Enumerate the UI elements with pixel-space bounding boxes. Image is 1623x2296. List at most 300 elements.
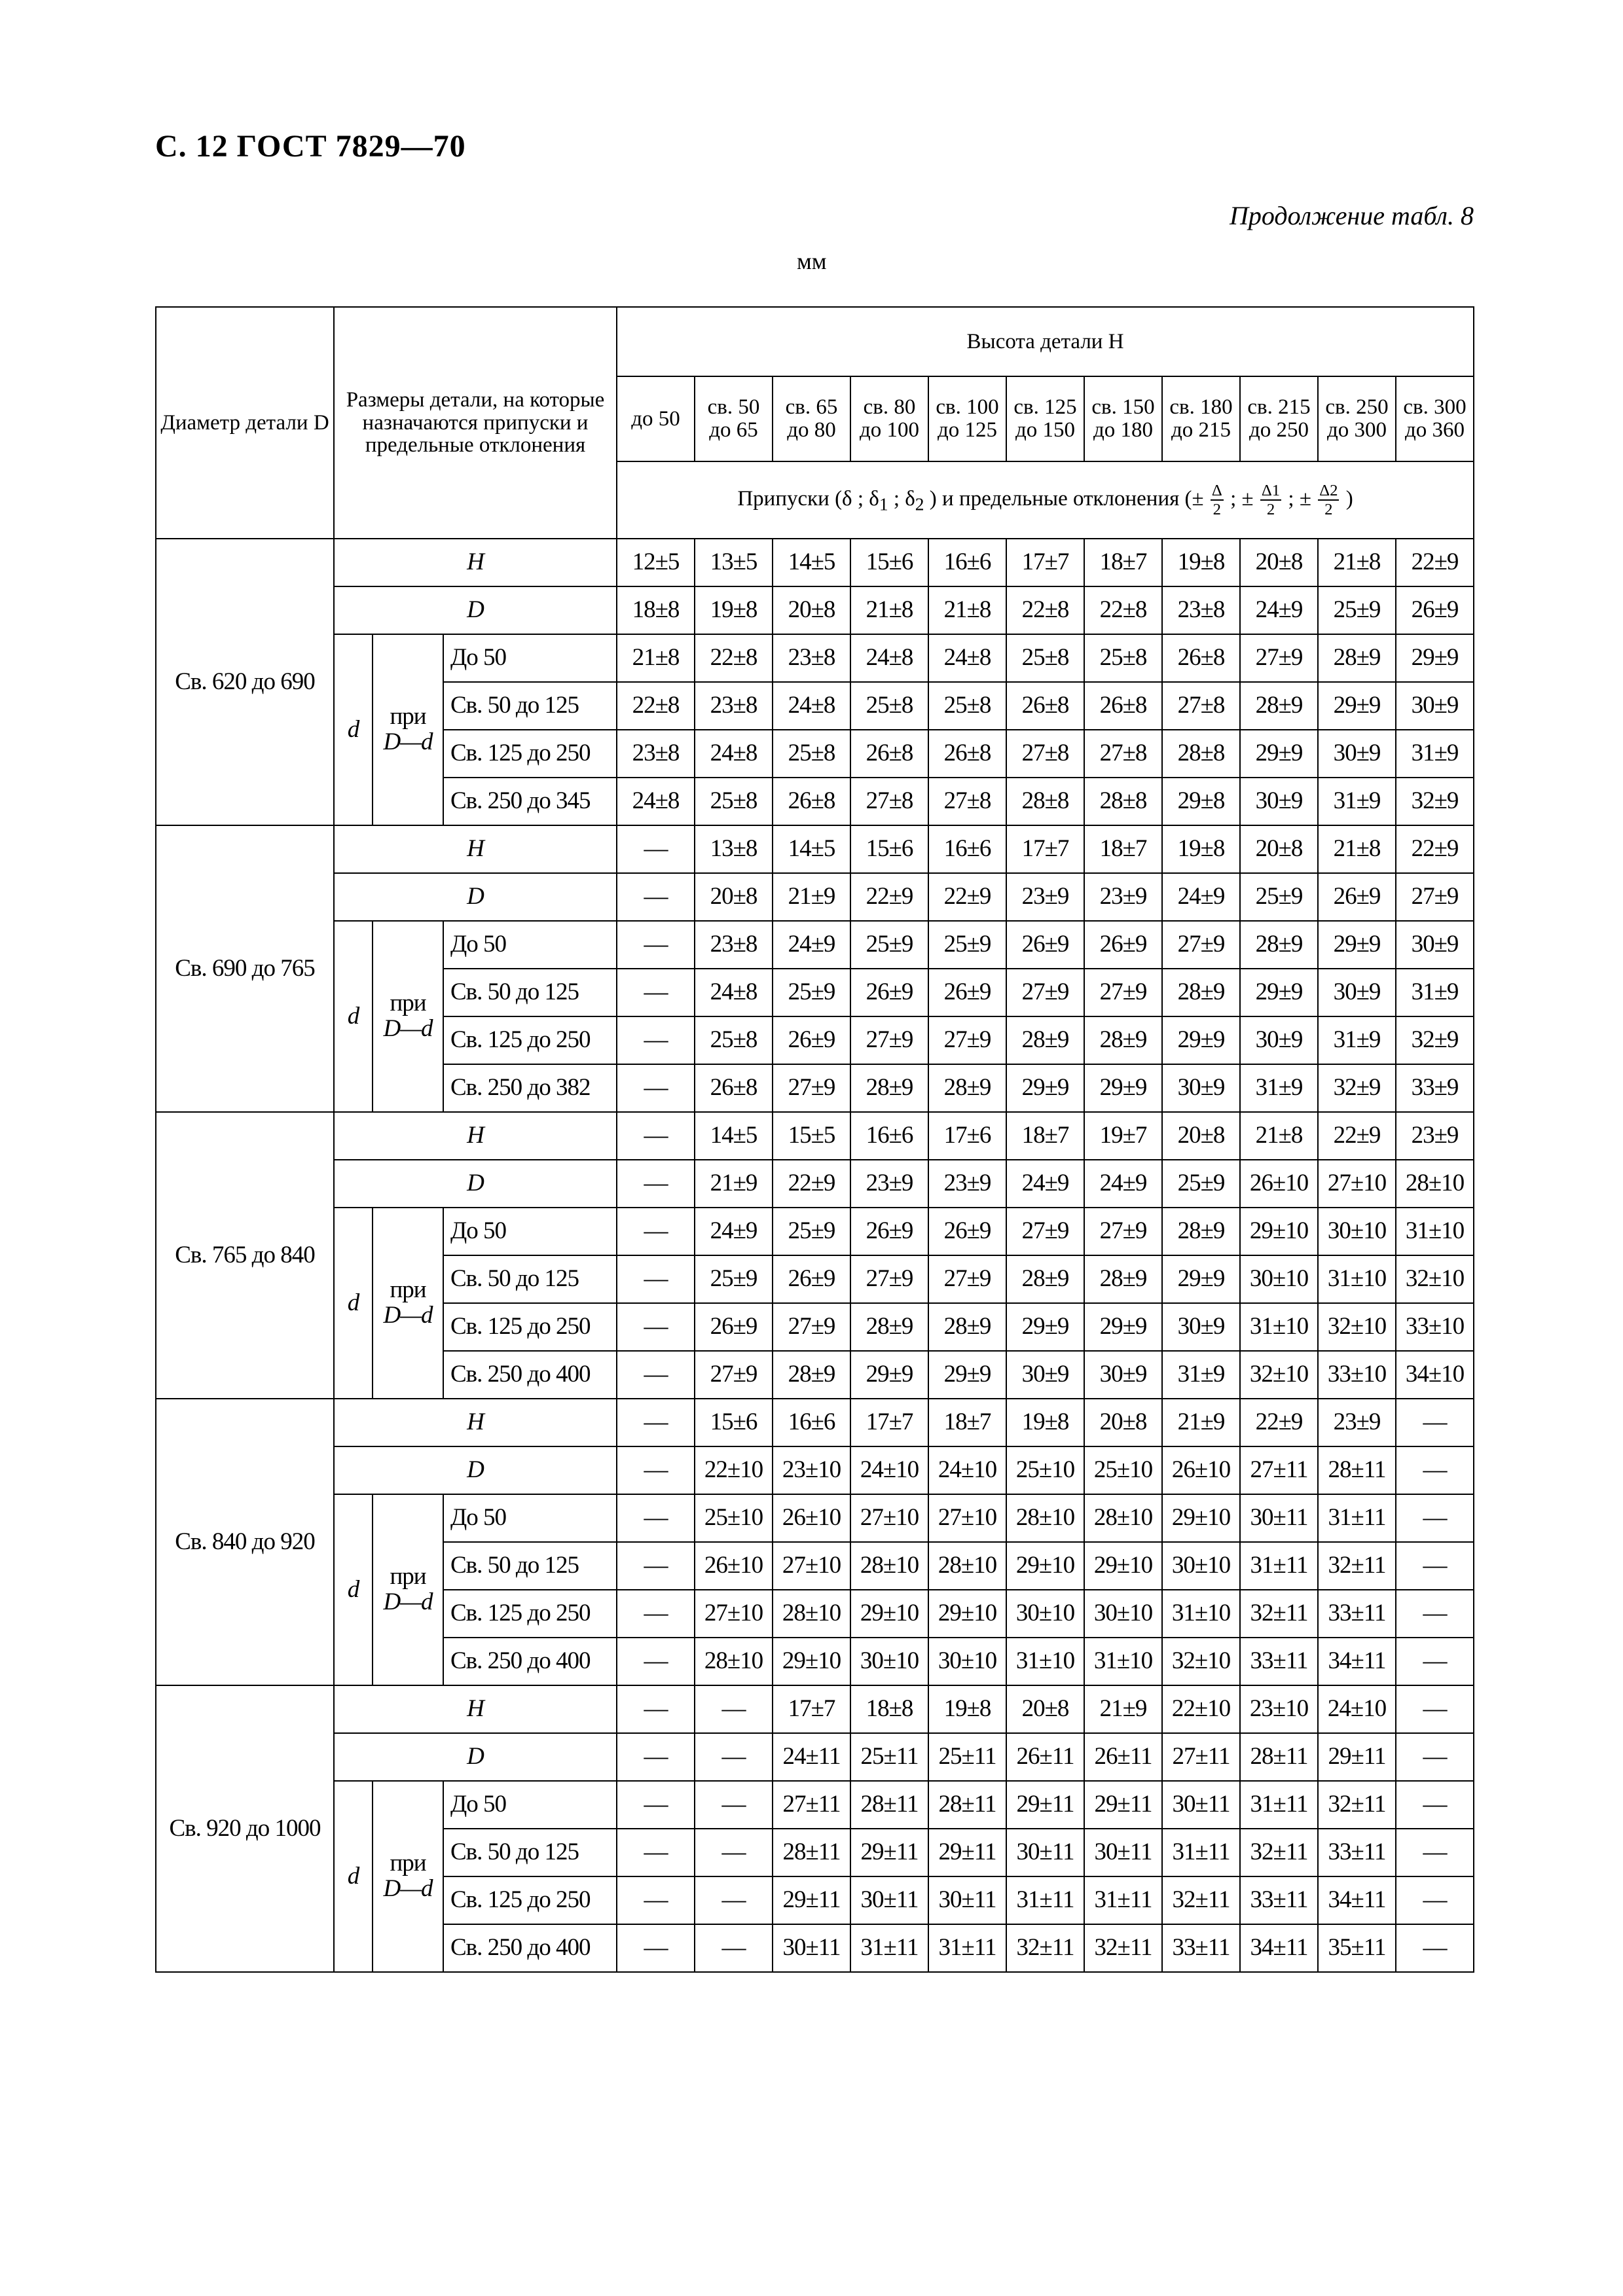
value-cell: 30±10: [850, 1638, 928, 1685]
value-cell: —: [617, 873, 695, 921]
value-cell: 26±8: [928, 730, 1006, 778]
size-label-h: H: [334, 1685, 617, 1733]
value-cell: 25±9: [1318, 586, 1396, 634]
value-cell: 14±5: [695, 1112, 773, 1160]
size-label-d: D: [334, 1733, 617, 1781]
value-cell: 22±9: [1318, 1112, 1396, 1160]
size-label-h: H: [334, 1112, 617, 1160]
label-D-minus-d: D—d: [383, 728, 433, 755]
value-cell: 28±10: [773, 1590, 850, 1638]
header-height-col: св. 250 до 300: [1318, 376, 1396, 461]
size-label-pri: [373, 921, 443, 1112]
value-cell: 25±9: [773, 1208, 850, 1255]
header-height-group: Высота детали H: [617, 307, 1474, 376]
value-cell: 23±9: [1318, 1399, 1396, 1446]
size-label-pri: [373, 1781, 443, 1972]
value-cell: 31±11: [1006, 1876, 1084, 1924]
value-cell: 33±10: [1396, 1303, 1474, 1351]
value-cell: 26±8: [1084, 682, 1162, 730]
table-row: [156, 634, 1474, 682]
size-label-d: D: [334, 1446, 617, 1494]
value-cell: 34±11: [1318, 1876, 1396, 1924]
value-cell: 18±7: [1084, 539, 1162, 586]
value-cell: 32±10: [1318, 1303, 1396, 1351]
value-cell: 19±8: [1162, 825, 1240, 873]
label-D-minus-d: D—d: [383, 1015, 433, 1042]
value-cell: 27±11: [1162, 1733, 1240, 1781]
value-cell: 22±8: [617, 682, 695, 730]
value-cell: 31±9: [1396, 969, 1474, 1016]
value-cell: 22±9: [850, 873, 928, 921]
value-cell: 30±11: [773, 1924, 850, 1972]
value-cell: 30±11: [1162, 1781, 1240, 1829]
value-cell: 27±8: [1084, 730, 1162, 778]
value-cell: —: [695, 1685, 773, 1733]
label-pri: при: [390, 1276, 426, 1304]
value-cell: 22±9: [773, 1160, 850, 1208]
value-cell: 22±9: [1396, 825, 1474, 873]
value-cell: 26±9: [850, 1208, 928, 1255]
value-cell: 34±10: [1396, 1351, 1474, 1399]
value-cell: 28±9: [1318, 634, 1396, 682]
value-cell: 29±11: [1084, 1781, 1162, 1829]
value-cell: 31±11: [1318, 1494, 1396, 1542]
value-cell: 29±10: [773, 1638, 850, 1685]
value-cell: 30±10: [928, 1638, 1006, 1685]
value-cell: 30±11: [1084, 1829, 1162, 1876]
header-height-col: св. 300 до 360: [1396, 376, 1474, 461]
value-cell: 26±8: [1006, 682, 1084, 730]
value-cell: 24±9: [695, 1208, 773, 1255]
value-cell: 25±11: [850, 1733, 928, 1781]
value-cell: 22±9: [1396, 539, 1474, 586]
value-cell: —: [1396, 1733, 1474, 1781]
header-height-col: св. 125 до 150: [1006, 376, 1084, 461]
value-cell: 26±8: [773, 778, 850, 825]
value-cell: —: [695, 1781, 773, 1829]
value-cell: 28±8: [1162, 730, 1240, 778]
value-cell: 20±8: [695, 873, 773, 921]
value-cell: 27±11: [1240, 1446, 1318, 1494]
value-cell: 32±11: [1084, 1924, 1162, 1972]
value-cell: 18±7: [1006, 1112, 1084, 1160]
label-pri: при: [390, 1563, 426, 1590]
value-cell: 31±11: [1240, 1781, 1318, 1829]
value-cell: 26±9: [1396, 586, 1474, 634]
value-cell: 29±10: [1084, 1542, 1162, 1590]
value-cell: —: [1396, 1685, 1474, 1733]
value-cell: 28±10: [1084, 1494, 1162, 1542]
value-cell: 22±9: [1240, 1399, 1318, 1446]
header-height-col: св. 65 до 80: [773, 376, 850, 461]
value-cell: 24±8: [850, 634, 928, 682]
value-cell: 28±9: [773, 1351, 850, 1399]
value-cell: 35±11: [1318, 1924, 1396, 1972]
value-cell: 25±9: [928, 921, 1006, 969]
value-cell: 27±10: [928, 1494, 1006, 1542]
value-cell: 27±8: [850, 778, 928, 825]
value-cell: 31±11: [1240, 1542, 1318, 1590]
value-cell: 26±10: [1162, 1446, 1240, 1494]
value-cell: 31±9: [1396, 730, 1474, 778]
table-row: [156, 1446, 1474, 1494]
value-cell: —: [695, 1924, 773, 1972]
value-cell: 28±9: [1084, 1255, 1162, 1303]
diameter-cell: Св. 840 до 920: [156, 1399, 334, 1685]
value-cell: 31±9: [1162, 1351, 1240, 1399]
value-cell: —: [617, 1303, 695, 1351]
value-cell: 23±10: [773, 1446, 850, 1494]
value-cell: 24±11: [773, 1733, 850, 1781]
value-cell: 26±9: [773, 1255, 850, 1303]
table-row: [156, 1685, 1474, 1733]
value-cell: 27±9: [850, 1255, 928, 1303]
value-cell: —: [617, 1924, 695, 1972]
value-cell: —: [1396, 1781, 1474, 1829]
size-label-h: H: [334, 1399, 617, 1446]
value-cell: 18±8: [850, 1685, 928, 1733]
value-cell: —: [695, 1829, 773, 1876]
value-cell: —: [617, 1016, 695, 1064]
value-cell: 30±9: [1162, 1064, 1240, 1112]
value-cell: —: [617, 1064, 695, 1112]
value-cell: 25±10: [695, 1494, 773, 1542]
value-cell: —: [617, 1685, 695, 1733]
value-cell: 24±8: [773, 682, 850, 730]
value-cell: 30±9: [1396, 682, 1474, 730]
value-cell: 32±11: [1318, 1542, 1396, 1590]
value-cell: —: [617, 1112, 695, 1160]
value-cell: 30±10: [1162, 1542, 1240, 1590]
table-continuation-note: Продолжение табл. 8: [1229, 201, 1474, 230]
value-cell: 21±8: [1318, 825, 1396, 873]
value-cell: —: [617, 969, 695, 1016]
value-cell: 20±8: [1240, 825, 1318, 873]
value-cell: 25±8: [695, 778, 773, 825]
value-cell: 29±9: [1240, 969, 1318, 1016]
diameter-cell: Св. 690 до 765: [156, 825, 334, 1112]
value-cell: 26±10: [773, 1494, 850, 1542]
value-cell: —: [617, 1876, 695, 1924]
value-cell: 26±8: [1162, 634, 1240, 682]
value-cell: 33±11: [1318, 1590, 1396, 1638]
value-cell: 33±10: [1318, 1351, 1396, 1399]
value-cell: 31±10: [1318, 1255, 1396, 1303]
value-cell: 28±9: [850, 1064, 928, 1112]
size-label-d: D: [334, 586, 617, 634]
value-cell: 22±9: [928, 873, 1006, 921]
value-cell: 24±9: [773, 921, 850, 969]
value-cell: 24±10: [850, 1446, 928, 1494]
value-cell: 27±9: [773, 1064, 850, 1112]
value-cell: 25±10: [1084, 1446, 1162, 1494]
value-cell: 27±10: [695, 1590, 773, 1638]
value-cell: 26±9: [1084, 921, 1162, 969]
range-cell: Св. 250 до 382: [443, 1064, 617, 1112]
value-cell: 33±11: [1240, 1876, 1318, 1924]
value-cell: 30±11: [928, 1876, 1006, 1924]
range-cell: Св. 50 до 125: [443, 1542, 617, 1590]
value-cell: 18±7: [928, 1399, 1006, 1446]
value-cell: 16±6: [928, 539, 1006, 586]
value-cell: 25±10: [1006, 1446, 1084, 1494]
value-cell: 33±11: [1318, 1829, 1396, 1876]
value-cell: 29±9: [1084, 1303, 1162, 1351]
value-cell: —: [617, 921, 695, 969]
range-cell: Св. 50 до 125: [443, 969, 617, 1016]
value-cell: —: [617, 1160, 695, 1208]
value-cell: 24±9: [1006, 1160, 1084, 1208]
value-cell: —: [617, 1208, 695, 1255]
value-cell: —: [1396, 1399, 1474, 1446]
value-cell: 20±8: [1084, 1399, 1162, 1446]
value-cell: 29±10: [1240, 1208, 1318, 1255]
value-cell: 13±8: [695, 825, 773, 873]
value-cell: 18±7: [1084, 825, 1162, 873]
table-row: [156, 539, 1474, 586]
value-cell: 27±9: [773, 1303, 850, 1351]
allowance-table: [155, 306, 1474, 1973]
value-cell: —: [617, 1494, 695, 1542]
value-cell: 32±9: [1396, 778, 1474, 825]
size-label-inner-d: d: [334, 1781, 373, 1972]
table-row: [156, 873, 1474, 921]
value-cell: 27±9: [1162, 921, 1240, 969]
value-cell: —: [617, 825, 695, 873]
value-cell: —: [617, 1829, 695, 1876]
value-cell: 27±9: [695, 1351, 773, 1399]
size-label-d: D: [334, 1160, 617, 1208]
value-cell: 30±9: [1006, 1351, 1084, 1399]
value-cell: 26±10: [695, 1542, 773, 1590]
value-cell: 24±8: [695, 730, 773, 778]
value-cell: 21±9: [773, 873, 850, 921]
value-cell: 22±8: [1084, 586, 1162, 634]
value-cell: 31±9: [1318, 1016, 1396, 1064]
range-cell: До 50: [443, 1494, 617, 1542]
size-label-inner-d: d: [334, 1208, 373, 1399]
value-cell: 27±9: [1240, 634, 1318, 682]
value-cell: 22±10: [695, 1446, 773, 1494]
value-cell: 23±8: [695, 682, 773, 730]
value-cell: 26±11: [1084, 1733, 1162, 1781]
value-cell: 21±9: [1084, 1685, 1162, 1733]
value-cell: 28±8: [1084, 778, 1162, 825]
value-cell: 28±8: [1006, 778, 1084, 825]
label-pri: при: [390, 990, 426, 1017]
value-cell: 24±9: [1240, 586, 1318, 634]
size-label-inner-d: d: [334, 1494, 373, 1685]
header-diameter: Диаметр детали D: [156, 307, 334, 539]
value-cell: 27±9: [928, 1016, 1006, 1064]
value-cell: 21±9: [695, 1160, 773, 1208]
value-cell: 31±9: [1318, 778, 1396, 825]
value-cell: 15±6: [695, 1399, 773, 1446]
value-cell: 27±9: [1084, 969, 1162, 1016]
fraction-delta2: $\frac{\Delta 2}{2}$: [1319, 481, 1338, 518]
header-height-col: св. 180 до 215: [1162, 376, 1240, 461]
value-cell: 27±10: [773, 1542, 850, 1590]
value-cell: 22±8: [695, 634, 773, 682]
value-cell: 31±11: [1162, 1829, 1240, 1876]
value-cell: 34±11: [1318, 1638, 1396, 1685]
value-cell: 18±8: [617, 586, 695, 634]
value-cell: 30±11: [1240, 1494, 1318, 1542]
value-cell: 20±8: [773, 586, 850, 634]
value-cell: 29±9: [1084, 1064, 1162, 1112]
value-cell: 30±9: [1240, 778, 1318, 825]
value-cell: 28±10: [1396, 1160, 1474, 1208]
units-label: мм: [797, 248, 827, 274]
value-cell: 27±9: [1006, 1208, 1084, 1255]
label-D-minus-d: D—d: [383, 1875, 433, 1902]
value-cell: 23±10: [1240, 1685, 1318, 1733]
value-cell: 28±10: [1006, 1494, 1084, 1542]
value-cell: 28±9: [928, 1064, 1006, 1112]
value-cell: 29±9: [850, 1351, 928, 1399]
value-cell: 23±8: [617, 730, 695, 778]
range-cell: До 50: [443, 921, 617, 969]
value-cell: 27±9: [928, 1255, 1006, 1303]
size-label-inner-d: d: [334, 634, 373, 825]
diameter-cell: Св. 920 до 1000: [156, 1685, 334, 1972]
value-cell: —: [695, 1733, 773, 1781]
value-cell: 23±9: [850, 1160, 928, 1208]
diameter-cell: Св. 620 до 690: [156, 539, 334, 825]
value-cell: 32±10: [1162, 1638, 1240, 1685]
value-cell: 17±7: [773, 1685, 850, 1733]
value-cell: 15±5: [773, 1112, 850, 1160]
table-row: [156, 1494, 1474, 1542]
value-cell: 27±10: [1318, 1160, 1396, 1208]
label-D-minus-d: D—d: [383, 1588, 433, 1615]
value-cell: 21±8: [1240, 1112, 1318, 1160]
header-height-col: св. 215 до 250: [1240, 376, 1318, 461]
range-cell: Св. 250 до 400: [443, 1924, 617, 1972]
value-cell: 23±9: [1006, 873, 1084, 921]
value-cell: 24±8: [617, 778, 695, 825]
value-cell: 29±11: [928, 1829, 1006, 1876]
value-cell: 32±11: [1162, 1876, 1240, 1924]
value-cell: —: [695, 1876, 773, 1924]
value-cell: 15±6: [850, 539, 928, 586]
value-cell: 26±8: [695, 1064, 773, 1112]
value-cell: 27±9: [1084, 1208, 1162, 1255]
table-row: [156, 1733, 1474, 1781]
value-cell: 26±9: [773, 1016, 850, 1064]
value-cell: 24±10: [1318, 1685, 1396, 1733]
value-cell: 29±11: [850, 1829, 928, 1876]
value-cell: 17±7: [850, 1399, 928, 1446]
value-cell: 21±9: [1162, 1399, 1240, 1446]
value-cell: 29±11: [1318, 1733, 1396, 1781]
header-height-col: св. 80 до 100: [850, 376, 928, 461]
value-cell: 14±5: [773, 539, 850, 586]
value-cell: 15±6: [850, 825, 928, 873]
value-cell: 30±9: [1318, 730, 1396, 778]
value-cell: 25±8: [1084, 634, 1162, 682]
range-cell: Св. 50 до 125: [443, 1255, 617, 1303]
value-cell: 31±10: [1396, 1208, 1474, 1255]
table-row: [156, 1112, 1474, 1160]
value-cell: 26±9: [1006, 921, 1084, 969]
value-cell: 26±9: [695, 1303, 773, 1351]
value-cell: 31±11: [850, 1924, 928, 1972]
value-cell: —: [617, 1638, 695, 1685]
value-cell: 29±9: [1162, 1016, 1240, 1064]
value-cell: 32±10: [1240, 1351, 1318, 1399]
value-cell: 31±10: [1162, 1590, 1240, 1638]
value-cell: 33±11: [1240, 1638, 1318, 1685]
value-cell: 26±9: [850, 969, 928, 1016]
range-cell: До 50: [443, 1781, 617, 1829]
value-cell: —: [617, 1542, 695, 1590]
range-cell: Св. 50 до 125: [443, 1829, 617, 1876]
size-label-h: H: [334, 825, 617, 873]
value-cell: 24±8: [695, 969, 773, 1016]
size-label-d: D: [334, 873, 617, 921]
value-cell: 16±6: [773, 1399, 850, 1446]
value-cell: 16±6: [850, 1112, 928, 1160]
value-cell: 29±9: [1162, 1255, 1240, 1303]
value-cell: 27±10: [850, 1494, 928, 1542]
value-cell: 28±11: [1318, 1446, 1396, 1494]
value-cell: —: [1396, 1876, 1474, 1924]
value-cell: —: [1396, 1924, 1474, 1972]
value-cell: 30±11: [1006, 1829, 1084, 1876]
value-cell: 31±9: [1240, 1064, 1318, 1112]
header-allowances: Припуски (δ ; $\delta_1$ ; $\delta_2$ ) и предельные отклонения (± $\frac{\Delta}{2}$ ; ± $\frac{\Delta 1}{2}$ ; ± $\frac{\Delta 2}{2}$ ): [617, 461, 1474, 539]
value-cell: 29±9: [1240, 730, 1318, 778]
value-cell: 19±7: [1084, 1112, 1162, 1160]
range-cell: Св. 125 до 250: [443, 1016, 617, 1064]
header-height-col: до 50: [617, 376, 695, 461]
value-cell: 30±11: [850, 1876, 928, 1924]
value-cell: —: [617, 1781, 695, 1829]
value-cell: 28±9: [850, 1303, 928, 1351]
value-cell: 28±11: [928, 1781, 1006, 1829]
value-cell: 25±9: [1240, 873, 1318, 921]
table-row: [156, 921, 1474, 969]
range-cell: Св. 250 до 400: [443, 1351, 617, 1399]
value-cell: 31±11: [928, 1924, 1006, 1972]
value-cell: 25±8: [695, 1016, 773, 1064]
value-cell: 30±9: [1318, 969, 1396, 1016]
size-label-h: H: [334, 539, 617, 586]
value-cell: 25±9: [1162, 1160, 1240, 1208]
header-sizes: Размеры детали, на которые назначаются припуски и предельные отклонения: [334, 307, 617, 539]
value-cell: 32±9: [1396, 1016, 1474, 1064]
value-cell: 34±11: [1240, 1924, 1318, 1972]
value-cell: 28±10: [695, 1638, 773, 1685]
value-cell: 29±11: [1006, 1781, 1084, 1829]
value-cell: 30±10: [1084, 1590, 1162, 1638]
header-height-col: св. 50 до 65: [695, 376, 773, 461]
value-cell: 21±8: [850, 586, 928, 634]
value-cell: 30±9: [1162, 1303, 1240, 1351]
value-cell: —: [1396, 1829, 1474, 1876]
value-cell: 19±8: [1006, 1399, 1084, 1446]
value-cell: 21±8: [617, 634, 695, 682]
table-row: [156, 586, 1474, 634]
value-cell: 33±9: [1396, 1064, 1474, 1112]
value-cell: 30±9: [1240, 1016, 1318, 1064]
value-cell: 32±11: [1006, 1924, 1084, 1972]
value-cell: 28±11: [850, 1781, 928, 1829]
value-cell: 27±8: [1162, 682, 1240, 730]
value-cell: —: [617, 1399, 695, 1446]
value-cell: 31±10: [1006, 1638, 1084, 1685]
